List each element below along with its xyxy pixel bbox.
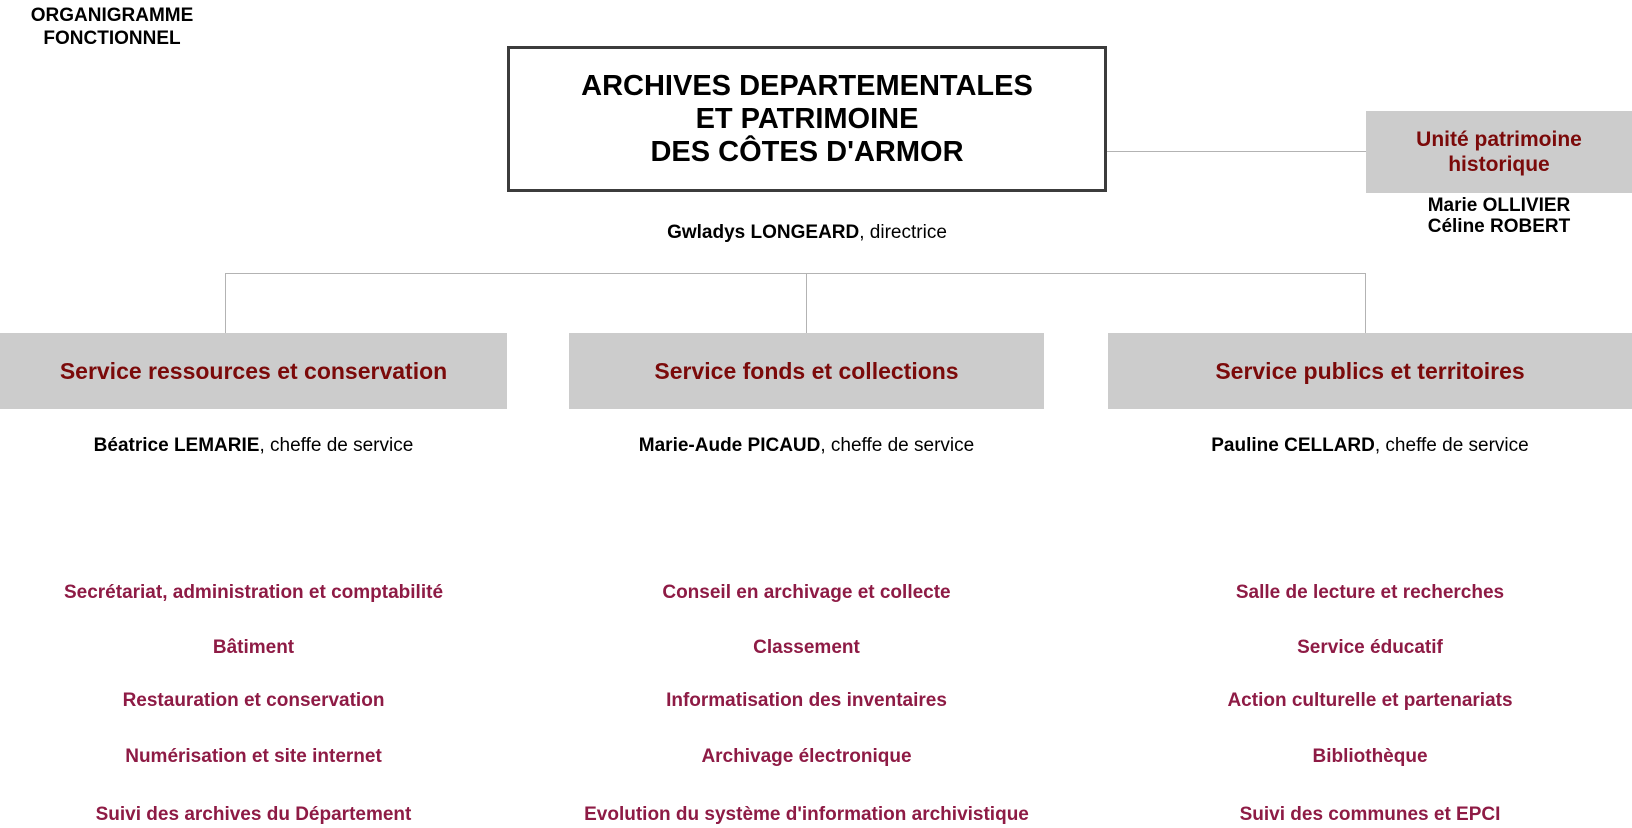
side-unit-members [1366, 195, 1632, 237]
document-title-line: FONCTIONNEL [43, 28, 181, 49]
unit-item: Archivage électronique [701, 746, 912, 767]
director-role: , directrice [859, 222, 947, 243]
unit-item: Conseil en archivage et collecte [662, 582, 951, 603]
document-title [0, 4, 224, 50]
unit-item: Suivi des communes et EPCI [1239, 804, 1501, 825]
connector-drop-service-3 [1365, 273, 1366, 333]
unit-item: Evolution du système d'information archivistique [584, 804, 1029, 825]
service-box-ressources [0, 333, 507, 409]
service-head-name: Béatrice LEMARIE [93, 435, 260, 456]
service-head-ressources [0, 435, 507, 457]
main-unit-name-line: ET PATRIMOINE [695, 102, 919, 135]
side-unit-name-line: Unité patrimoine [1416, 128, 1582, 151]
service-head-fonds [506, 435, 1107, 457]
service-name: Service fonds et collections [654, 357, 959, 384]
side-unit-member: Céline ROBERT [1427, 216, 1571, 237]
service-box-publics [1108, 333, 1632, 409]
main-unit-box [507, 46, 1107, 192]
service-name: Service ressources et conservation [59, 357, 448, 384]
connector-main-to-side [1107, 151, 1366, 152]
unit-item: Service éducatif [1297, 637, 1443, 658]
connector-horizontal-bus [225, 273, 1366, 274]
service-head-name: Pauline CELLARD [1211, 435, 1375, 456]
unit-item: Secrétariat, administration et comptabilité [63, 582, 444, 603]
service-head-role: , cheffe de service [820, 435, 975, 456]
unit-item: Classement [753, 637, 860, 658]
document-title-line: ORGANIGRAMME [30, 5, 194, 26]
unit-item: Informatisation des inventaires [666, 690, 947, 711]
service-head-role: , cheffe de service [1374, 435, 1529, 456]
unit-item: Restauration et conservation [122, 690, 385, 711]
unit-item: Suivi des archives du Département [95, 804, 412, 825]
unit-item: Bibliothèque [1312, 746, 1428, 767]
service-head-role: , cheffe de service [259, 435, 414, 456]
side-unit-member: Marie OLLIVIER [1427, 195, 1571, 216]
unit-item: Bâtiment [212, 637, 295, 658]
service-head-publics [1108, 435, 1632, 457]
main-unit-name-line: ARCHIVES DEPARTEMENTALES [581, 69, 1033, 102]
side-unit-box [1366, 111, 1632, 193]
director-line [507, 222, 1107, 244]
unit-item: Numérisation et site internet [125, 746, 382, 767]
director-name: Gwladys LONGEARD [667, 222, 860, 243]
service-name: Service publics et territoires [1215, 357, 1525, 384]
service-box-fonds [569, 333, 1044, 409]
side-unit-name-line: historique [1448, 153, 1550, 176]
unit-item: Salle de lecture et recherches [1235, 582, 1505, 603]
main-unit-name-line: DES CÔTES D'ARMOR [650, 135, 964, 168]
unit-item: Action culturelle et partenariats [1227, 690, 1513, 711]
connector-drop-service-1 [225, 273, 226, 333]
service-head-name: Marie-Aude PICAUD [638, 435, 821, 456]
connector-drop-service-2 [806, 273, 807, 333]
